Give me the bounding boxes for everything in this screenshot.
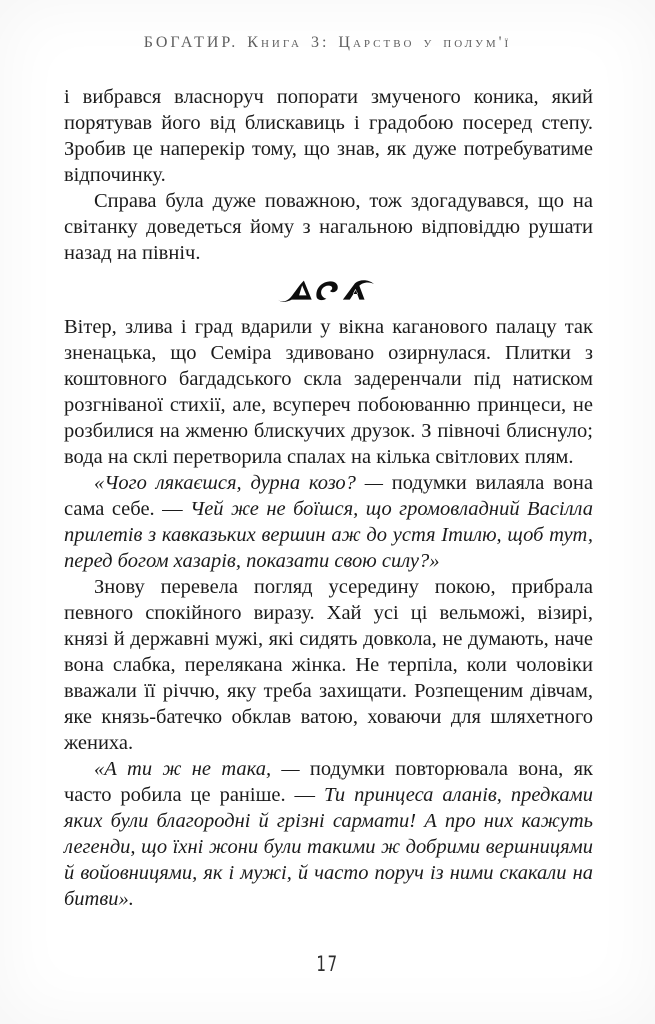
page-body	[64, 84, 593, 912]
section-after-divider	[64, 314, 593, 912]
italic-text-segment: Чей же не боїшся, що громовладний Васілла прилетів з кавказьких вершин аж до устя Ітилю, щоб тут, перед богом хазарів, показати свою силу?»	[64, 498, 593, 572]
section-divider-ornament	[64, 277, 593, 305]
italic-text-segment: «А ти ж не така, —	[94, 758, 310, 780]
paragraph	[64, 84, 593, 188]
tamga-flourish-icon	[277, 279, 381, 301]
running-header: БОГАТИР. Книга 3: Царство у полум'ї	[143, 34, 512, 51]
text-segment: і вибрався власноруч попорати змученого коника, який порятував його від блискавиць і градобою посеред степу. Зробив це наперекір тому, що знав, як дуже потребуватиме відпочинку.	[64, 86, 593, 186]
paragraph	[64, 188, 593, 266]
italic-text-segment: Ти принцеса аланів, предками яких були благородні й грізні сармати! А про них кажуть легенди, що їхні жони були такими ж добрими вершницями й войовницями, як і мужі, й часто поруч із ними скакали на битви».	[64, 784, 593, 910]
paragraph	[64, 314, 593, 470]
text-segment: подумки вилаяла вона сама себе. —	[64, 472, 593, 520]
paragraph	[64, 470, 593, 574]
text-segment: Знову перевела погляд усередину покою, прибрала певного спокійного виразу. Хай усі ці вельможі, візирі, князі й державні мужі, які сидять довкола, не думають, наче вона слабка, перелякана жінка. Не терпіла, коли чоловіки вважали її річчю, яку треба захищати. Розпещеним дівчам, яке князь-батечко обклав ватою, ховаючи для шляхетного жениха.	[64, 576, 593, 754]
italic-text-segment: «Чого лякаєшся, дурна козо? —	[94, 472, 392, 494]
paragraph	[64, 756, 593, 912]
page-number: 17	[316, 952, 339, 976]
text-segment: Вітер, злива і град вдарили у вікна каганового палацу так зненацька, що Семіра здивовано озирнулася. Плитки з коштовного багдадського скла задеренчали під натиском розгніваної стихії, але, всупереч побоюванню принцеси, не розбилися на жменю блискучих друзок. З півночі блиснуло; вода на склі перетворила спалах на кілька світлових плям.	[64, 316, 593, 468]
text-segment: подумки повторювала вона, як часто робила це раніше. —	[64, 758, 593, 806]
section-before-divider	[64, 84, 593, 266]
text-segment: Справа була дуже поважною, тож здогадувався, що на світанку доведеться йому з нагальною відповіддю рушати назад на північ.	[64, 190, 593, 264]
paragraph	[64, 574, 593, 756]
